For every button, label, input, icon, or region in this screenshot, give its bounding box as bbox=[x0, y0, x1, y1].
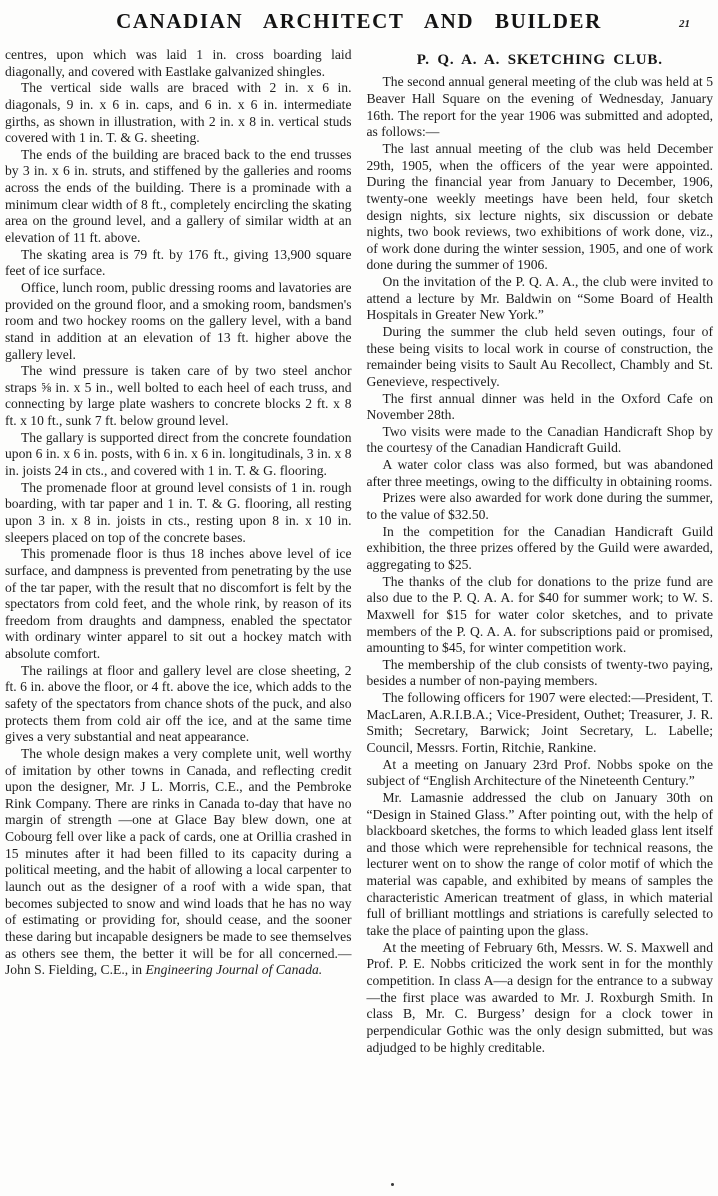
right-column-body bbox=[367, 74, 714, 1056]
paragraph bbox=[5, 663, 352, 746]
paragraph-text: The gallary is supported direct from the concrete foundation upon 6 in. x 6 in. posts, with 6 in. x 6 in. longitudinals, 3 in. x 8 in. joists 24 in cts., and covered with 1 in. T. & G. flooring. bbox=[5, 429, 352, 479]
paragraph-text: The whole design makes a very complete unit, well worthy of imitation by other towns in Canada, and reflecting credit upon the designer, Mr. J L. Morris, C.E., and the Pembroke Rink Company. There are rinks in Canada to-day that have no margin of strength —one at Glace Bay blew down, one at Cobourg fell over like a pack of cards, one at Orillia crashed in 15 minutes after it had been filled to its capacity during a political meeting, and the habit of allowing a local carpenter to launch out as the designer of a roof with a wide span, that becomes subjected to snow and wind loads that he has no way of estimating or providing for, should cease, and the sooner these daring but incapable designers be made to see themselves as others see them, the better it will be for all concerned.—John S. Fielding, C.E., in bbox=[5, 745, 352, 978]
paragraph-text: The railings at floor and gallery level are close sheeting, 2 ft. 6 in. above the floor, or 4 ft. above the ice, which adds to the safety of the spectators from chance shots of the puck, and also protects them from cold air off the ice, and at the same time gives a very substantial and neat appearance. bbox=[5, 662, 352, 745]
paragraph-text: The vertical side walls are braced with 2 in. x 6 in. diagonals, 9 in. x 6 in. caps, and 6 in. x 6 in. intermediate girths, as shown in illustration, with 2 in. x 8 in. vertical studs covered with 1 in. T. & G. sheeting. bbox=[5, 80, 352, 146]
paragraph bbox=[367, 457, 714, 490]
paragraph-text: The wind pressure is taken care of by two steel anchor straps ⅝ in. x 5 in., well bolted to each heel of each truss, and connecting by large plate washers to concrete blocks 2 ft. x 8 ft. x 10 ft., sunk 7 ft. below ground level. bbox=[5, 363, 352, 429]
paragraph-text: Two visits were made to the Canadian Handicraft Shop by the courtesy of the Canadian Handicraft Guild. bbox=[366, 423, 713, 456]
paragraph-text: The membership of the club consists of twenty-two paying, besides a number of non-paying members. bbox=[366, 656, 713, 689]
paragraph bbox=[367, 657, 714, 690]
paragraph bbox=[5, 546, 352, 662]
paragraph-text: The promenade floor at ground level consists of 1 in. rough boarding, with tar paper and 1 in. T. & G. flooring, all resting upon 3 in. x 8 in. joists in cts., resting upon 8 in. x 10 in. sleepers placed on top of the concrete bases. bbox=[5, 479, 352, 545]
paragraph bbox=[5, 147, 352, 247]
paragraph bbox=[5, 746, 352, 979]
paragraph bbox=[367, 690, 714, 757]
masthead bbox=[0, 0, 718, 45]
paragraph bbox=[367, 74, 714, 141]
two-column-body bbox=[0, 45, 718, 1056]
paragraph-text: Office, lunch room, public dressing rooms and lavatories are provided on the ground floor, and a smoking room, bandsmen's room and two hockey rooms on the gallery level, with a band stand in addition at an elevation of 13 ft. higher above the gallery level. bbox=[5, 279, 352, 362]
paragraph bbox=[367, 141, 714, 274]
paragraph-text: At the meeting of February 6th, Messrs. W. S. Maxwell and Prof. P. E. Nobbs criticized the work sent in for the monthly competition. In class A—a design for the entrance to a subway—the first place was awarded to Mr. J. Roxburgh Smith. In class B, Mr. C. Burgess’ design for a clock tower in perpendicular Gothic was the only design submitted, but was adjudged to be highly creditable. bbox=[366, 939, 713, 1055]
paragraph bbox=[367, 424, 714, 457]
paragraph-text: The skating area is 79 ft. by 176 ft., giving 13,900 square feet of ice surface. bbox=[5, 246, 352, 279]
paragraph bbox=[367, 574, 714, 657]
paragraph bbox=[367, 757, 714, 790]
paragraph bbox=[5, 363, 352, 430]
paragraph bbox=[5, 80, 352, 147]
paragraph-text: The ends of the building are braced back to the end trusses by 3 in. x 6 in. struts, and stiffened by the galleries and rooms across the ends of the building. There is a prominade with a minimum clear width of 8 ft., completely encircling the skating area on the ground level, and a gallery of similar width at an elevation of 11 ft. above. bbox=[5, 146, 352, 246]
paragraph-text: The thanks of the club for donations to the prize fund are also due to the P. Q. A. A. for $40 for summer work; to W. S. Maxwell for $15 for water color sketches, and to private members of the P. Q. A. A. for subscriptions paid or promised, amounting to $45, for winter competition work. bbox=[366, 573, 713, 656]
paragraph bbox=[367, 274, 714, 324]
decorative-dot bbox=[391, 1183, 394, 1186]
right-column bbox=[367, 47, 714, 1056]
paragraph-text: centres, upon which was laid 1 in. cross boarding laid diagonally, and covered with Eastlake galvanized shingles. bbox=[5, 47, 352, 79]
paragraph bbox=[367, 490, 714, 523]
paragraph bbox=[367, 391, 714, 424]
paragraph bbox=[5, 430, 352, 480]
publication-title: CANADIAN ARCHITECT AND BUILDER bbox=[116, 9, 602, 33]
paragraph bbox=[367, 324, 714, 391]
paragraph-text: At a meeting on January 23rd Prof. Nobbs spoke on the subject of “English Architecture of the Nineteenth Century.” bbox=[366, 756, 713, 789]
paragraph bbox=[5, 247, 352, 280]
italic-citation-text: Engineering Journal of Canada. bbox=[145, 962, 323, 978]
paragraph bbox=[5, 480, 352, 547]
paragraph-text: During the summer the club held seven outings, four of these being visits to local work in course of construction, the remainder being visits to Sault Au Recollect, Chambly and St. Genevieve, respectively. bbox=[366, 323, 713, 389]
paragraph-text: The following officers for 1907 were elected:—President, T. MacLaren, A.R.I.B.A.; Vice-President, Outhet; Treasurer, J. R. Smith; Secretary, Barwick; Joint Secretary, L. Labelle; Council, Messrs. Fortin, Ritchie, Rankine. bbox=[366, 690, 713, 755]
paragraph-text: Mr. Lamasnie addressed the club on January 30th on “Design in Stained Glass.” After pointing out, with the help of blackboard sketches, the forms to which leaded glass lent itself and those which were reprehensible for technical reasons, the lecturer went on to show the range of color motif of which the material was capable, and exhibited by means of samples the characteristic American treatment of glass, in which material full of brilliant mottlings and striations is carefully selected to take the place of painting upon the glass. bbox=[366, 789, 713, 939]
paragraph bbox=[367, 790, 714, 940]
paragraph bbox=[5, 47, 352, 80]
paragraph-text: The first annual dinner was held in the Oxford Cafe on November 28th. bbox=[366, 390, 713, 423]
paragraph bbox=[367, 524, 714, 574]
paragraph-text: Prizes were also awarded for work done during the summer, to the value of $32.50. bbox=[366, 490, 713, 523]
paragraph-text: In the competition for the Canadian Handicraft Guild exhibition, the three prizes offered by the Guild were awarded, aggregating to $25. bbox=[366, 523, 713, 572]
paragraph-text: On the invitation of the P. Q. A. A., the club were invited to attend a lecture by Mr. Baldwin on “Some Board of Health Hospitals in Greater New York.” bbox=[366, 274, 713, 323]
paragraph-text: This promenade floor is thus 18 inches above level of ice surface, and dampness is prevented from penetrating by the use of the tar paper, with the result that no discomfort is felt by the spectators from cold feet, and the whole rink, by reason of its freedom from draughts and dampness, enabled the spectator with ordinary winter apparel to sit out a hockey match with absolute comfort. bbox=[5, 546, 352, 662]
page-number: 21 bbox=[679, 18, 690, 30]
article-heading: P. Q. A. A. SKETCHING CLUB. bbox=[416, 52, 663, 68]
left-column bbox=[5, 47, 352, 1056]
paragraph bbox=[367, 940, 714, 1056]
paragraph-text: The second annual general meeting of the club was held at 5 Beaver Hall Square on the evening of Wednesday, January 16th. The report for the year 1906 was submitted and adopted, as follows:— bbox=[366, 74, 713, 140]
paragraph-text: A water color class was also formed, but was abandoned after three meetings, owing to the difficulty in obtaining rooms. bbox=[366, 457, 713, 489]
paragraph bbox=[5, 280, 352, 363]
paragraph-text: The last annual meeting of the club was held December 29th, 1905, when the officers of the year were appointed. During the financial year from January to December, 1906, twenty-one weekly meetings have been held, four sketch design nights, six lecture nights, six discussion or debate nights, two book reviews, two exhibitions of work done, viz., of work done during the winter session, 1905, and one of work done during the summer of 1906. bbox=[366, 140, 713, 273]
